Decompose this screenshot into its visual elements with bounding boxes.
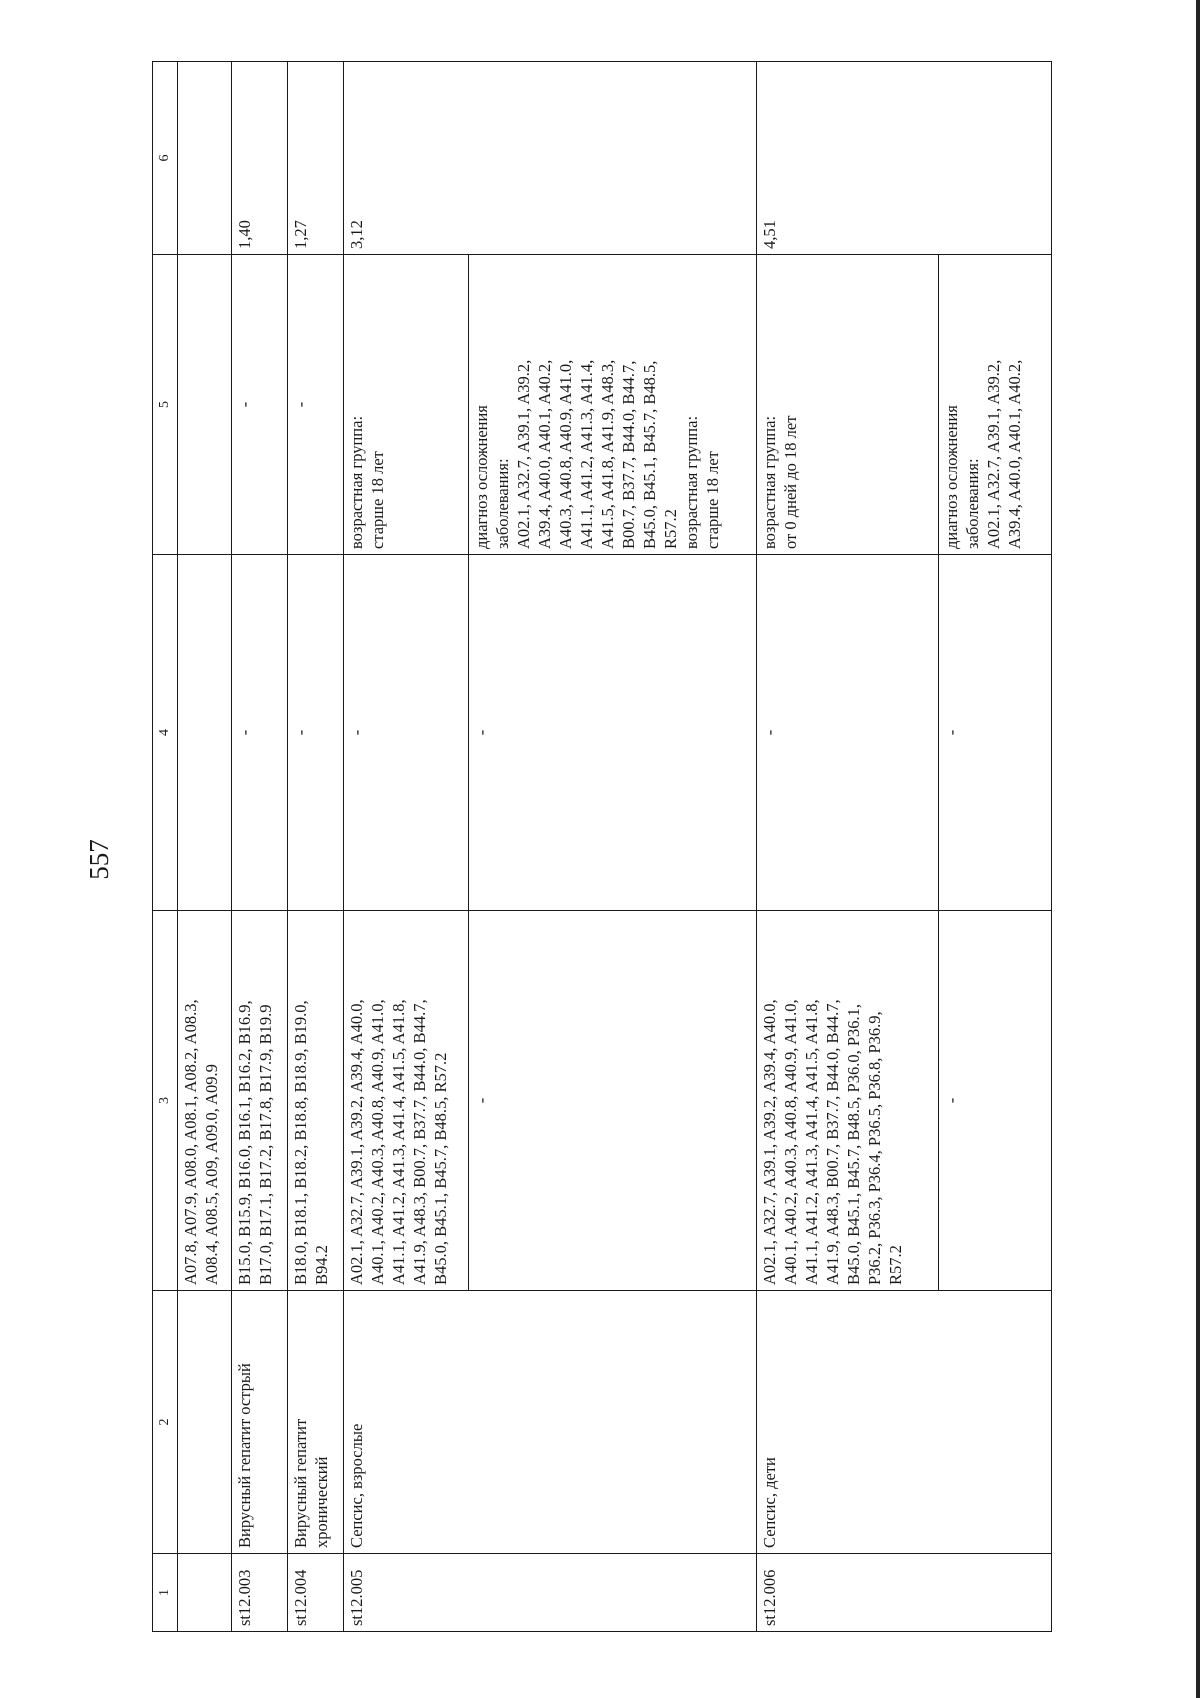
column-header: 2 — [153, 1291, 178, 1554]
column-header: 4 — [153, 555, 178, 911]
other-criteria: - — [232, 255, 288, 555]
table-row — [178, 62, 232, 1632]
page-number: 557 — [83, 838, 114, 880]
other-criteria: - — [288, 255, 344, 555]
diagnosis-codes: - — [469, 911, 757, 1291]
diagnosis-codes: A02.1, A32.7, A39.1, A39.2, A39.4, A40.0, A40.1, A40.2, A40.3, A40.8, A40.9, A41.0, A41.1, A41.2, A41.3, A41.4, A41.5, A41.8, A41.9, A48.3, B00.7, B37.7, B44.0, B44.7, B45.0, B45.1, B45.7, B48.5, R57.2 — [344, 911, 469, 1291]
table-row — [288, 62, 344, 1632]
coefficient: 1,40 — [232, 62, 288, 255]
other-criteria: диагноз осложнения заболевания: A02.1, A32.7, A39.1, A39.2, A39.4, A40.0, A40.1, A40.2, A40.3, A40.8, A40.9, A41.0, A41.1, A41.2, A41.3, A41.4, A41.5, A41.8, A41.9, A48.3, B00.7, B37.7, B44.0, B44.7, B45.0, B45.1, B45.7, B48.5, R57.2 возрастная группа: старше 18 лет — [469, 255, 757, 555]
row-name: Сепсис, взрослые — [344, 1291, 757, 1554]
diagnosis-codes: B15.0, B15.9, B16.0, B16.1, B16.2, B16.9, B17.0, B17.1, B17.2, B17.8, B17.9, B19.9 — [232, 911, 288, 1291]
row-code — [178, 1554, 232, 1632]
row-code: st12.005 — [344, 1554, 757, 1632]
coefficient: 3,12 — [344, 62, 757, 255]
procedure-codes: - — [344, 555, 469, 911]
page-edge — [1196, 0, 1200, 1698]
coefficient: 1,27 — [288, 62, 344, 255]
procedure-codes — [178, 555, 232, 911]
diagnosis-codes: - — [939, 911, 1052, 1291]
procedure-codes: - — [288, 555, 344, 911]
row-code: st12.003 — [232, 1554, 288, 1632]
procedure-codes: - — [939, 555, 1052, 911]
column-header: 1 — [153, 1554, 178, 1632]
column-header: 6 — [153, 62, 178, 255]
rotated-table-container — [152, 62, 1052, 1632]
column-header: 3 — [153, 911, 178, 1291]
coefficient — [178, 62, 232, 255]
diagnosis-codes: A02.1, A32.7, A39.1, A39.2, A39.4, A40.0, A40.1, A40.2, A40.3, A40.8, A40.9, A41.0, A41.1, A41.2, A41.3, A41.4, A41.5, A41.8, A41.9, A48.3, B00.7, B37.7, B44.0, B44.7, B45.0, B45.1, B45.7, B48.5, P36.0, P36.1, P36.2, P36.3, P36.4, P36.5, P36.8, P36.9, R57.2 — [757, 911, 939, 1291]
diagnosis-codes: B18.0, B18.1, B18.2, B18.8, B18.9, B19.0, B94.2 — [288, 911, 344, 1291]
row-name: Сепсис, дети — [757, 1291, 1052, 1554]
diagnosis-codes: A07.8, A07.9, A08.0, A08.1, A08.2, A08.3, A08.4, A08.5, A09, A09.0, A09.9 — [178, 911, 232, 1291]
column-header: 5 — [153, 255, 178, 555]
procedure-codes: - — [757, 555, 939, 911]
row-code: st12.006 — [757, 1554, 1052, 1632]
row-name: Вирусный гепатит острый — [232, 1291, 288, 1554]
other-criteria — [178, 255, 232, 555]
other-criteria: возрастная группа: старше 18 лет — [344, 255, 469, 555]
ksg-table — [152, 61, 1052, 1632]
table-row — [344, 62, 469, 1632]
other-criteria: диагноз осложнения заболевания: A02.1, A32.7, A39.1, A39.2, A39.4, A40.0, A40.1, A40.2, — [939, 255, 1052, 555]
table-row — [232, 62, 288, 1632]
row-name: Вирусный гепатит хронический — [288, 1291, 344, 1554]
coefficient: 4,51 — [757, 62, 1052, 255]
procedure-codes: - — [232, 555, 288, 911]
other-criteria: возрастная группа: от 0 дней до 18 лет — [757, 255, 939, 555]
row-code: st12.004 — [288, 1554, 344, 1632]
row-name — [178, 1291, 232, 1554]
procedure-codes: - — [469, 555, 757, 911]
table-header-row — [153, 62, 178, 1632]
table-row — [757, 62, 939, 1632]
